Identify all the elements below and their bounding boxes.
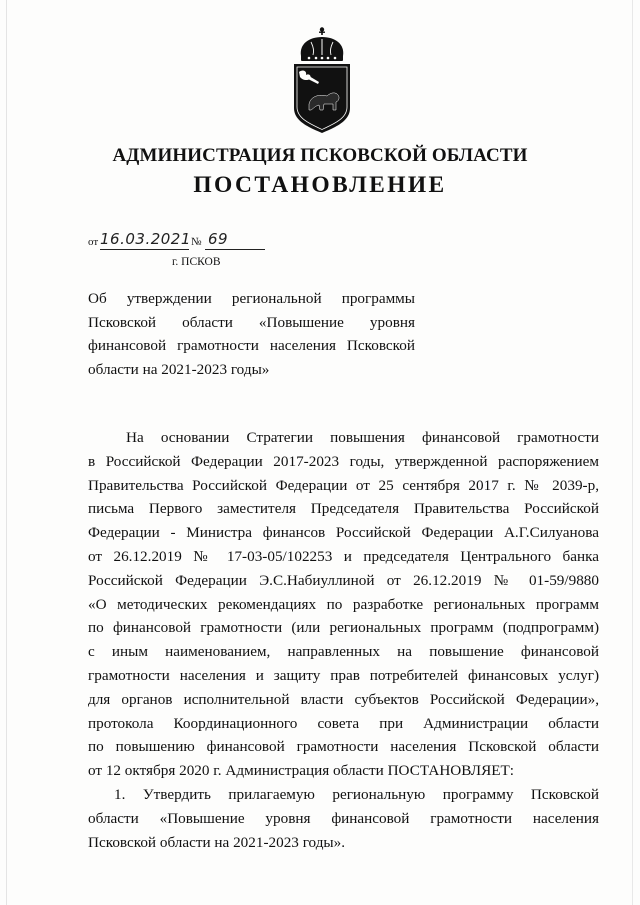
subject-line: финансовой грамотности населения Псковской	[88, 337, 415, 355]
number-underline	[205, 249, 265, 250]
body-line: области «Повышение уровня финансовой грамотности населения	[88, 809, 599, 827]
body-line: «О методических рекомендациях по разработке региональных программ	[88, 595, 599, 613]
body-line: от 26.12.2019 № 17-03-05/102253 и председателя Центрального банка	[88, 547, 599, 565]
pskov-coat-of-arms-icon	[289, 26, 355, 136]
body-line: по финансовой грамотности (или региональных программ (подпрограмм)	[88, 619, 599, 637]
document-subject	[88, 287, 415, 382]
body-line: Псковской области на 2021-2023 годы».	[88, 833, 346, 851]
body-line: грамотности населения и защиту прав потребителей финансовых услуг)	[88, 666, 599, 684]
date-underline	[100, 249, 189, 250]
subject-line: Псковской области «Повышение уровня	[88, 313, 415, 331]
body-line: по повышению финансовой грамотности населения Псковской области	[88, 738, 599, 756]
body-line: для органов исполнительной власти субъектов Российской Федерации»,	[88, 690, 599, 708]
body-line: 1. Утвердить прилагаемую региональную программу Псковской	[114, 785, 599, 803]
body-line: с иным наименованием, направленных на повышение финансовой	[88, 643, 599, 661]
organization-title: АДМИНИСТРАЦИЯ ПСКОВСКОЙ ОБЛАСТИ	[112, 145, 528, 166]
scan-edge-left	[6, 0, 7, 905]
handwritten-date: 16.03.2021	[100, 230, 191, 248]
document-type-title: ПОСТАНОВЛЕНИЕ	[193, 172, 447, 198]
registration-line	[88, 228, 268, 250]
number-prefix-label: №	[191, 236, 202, 248]
body-line: На основании Стратегии повышения финансовой грамотности	[126, 429, 599, 446]
body-line: в Российской Федерации 2017-2023 годы, утвержденной распоряжением	[88, 452, 599, 470]
scan-edge-right	[632, 0, 633, 905]
city-label: г. ПСКОВ	[172, 256, 221, 268]
subject-line: Об утверждении региональной программы	[88, 290, 415, 307]
body-line: Правительства Российской Федерации от 25 сентября 2017 г. № 2039-р,	[88, 476, 599, 494]
body-line: Федерации - Министра финансов Российской Федерации А.Г.Силуанова	[88, 524, 599, 542]
body-line: Российской Федерации Э.С.Набиуллиной от 26.12.2019 № 01-59/9880	[88, 571, 599, 589]
date-prefix-label: от	[88, 236, 99, 248]
document-body	[88, 426, 599, 854]
handwritten-number: 69	[208, 230, 229, 248]
body-line: письма Первого заместителя Председателя Правительства Российской	[88, 500, 599, 518]
body-line: протокола Координационного совета при Администрации области	[88, 714, 599, 732]
subject-line: области на 2021-2023 годы»	[88, 361, 270, 379]
body-line: от 12 октября 2020 г. Администрация области ПОСТАНОВЛЯЕТ:	[88, 762, 515, 780]
